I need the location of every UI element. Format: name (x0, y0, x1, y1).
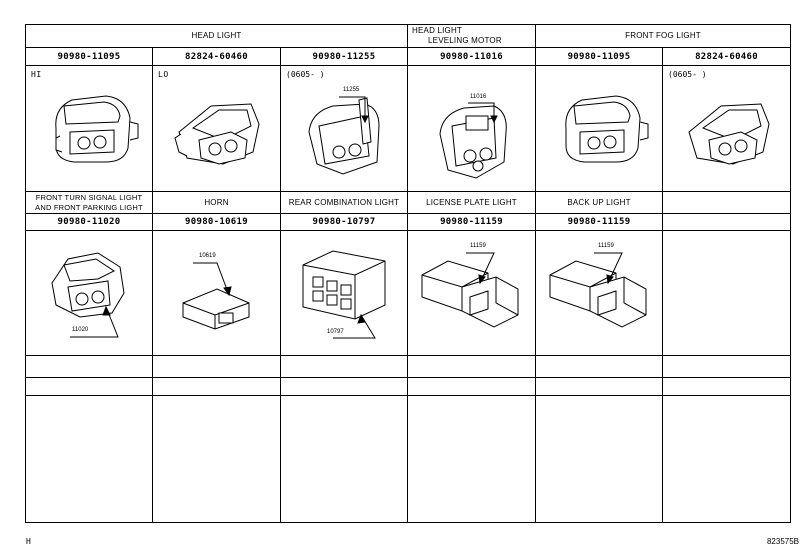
empty-cell (536, 378, 663, 396)
header-leveling-line1: HEAD LIGHT (412, 26, 463, 35)
header-leveling-line2: LEVELING MOTOR (428, 36, 502, 45)
connector-cell (408, 231, 536, 356)
connector-cell (153, 231, 281, 356)
part-number: 90980-11095 (536, 48, 663, 66)
empty-cell (153, 378, 281, 396)
header-rear-combination: REAR COMBINATION LIGHT (281, 192, 408, 214)
connector-drawing (536, 231, 663, 355)
header-license-plate: LICENSE PLATE LIGHT (408, 192, 536, 214)
footer-section-code: H (26, 537, 31, 546)
connector-chart (25, 24, 790, 524)
connector-drawing (281, 231, 408, 355)
part-number: 90980-10619 (153, 214, 281, 231)
connector-drawing (663, 66, 791, 191)
empty-cell (153, 396, 281, 523)
empty-cell (536, 356, 663, 378)
callout-label: 11159 (598, 243, 614, 249)
empty-cell (26, 378, 153, 396)
callout-label: 11020 (72, 327, 89, 333)
empty-cell (281, 396, 408, 523)
connector-cell (26, 231, 153, 356)
callout-label: 10619 (199, 253, 216, 259)
empty-cell (153, 356, 281, 378)
part-number: 90980-11159 (408, 214, 536, 231)
header-back-up: BACK UP LIGHT (536, 192, 663, 214)
connector-cell (536, 66, 663, 192)
part-number: 82824-60460 (153, 48, 281, 66)
empty-cell (663, 396, 791, 523)
connector-cell (26, 66, 153, 192)
part-number: 90980-11016 (408, 48, 536, 66)
empty-cell (26, 356, 153, 378)
callout-label: 10797 (327, 329, 344, 335)
connector-tag: HI (31, 70, 42, 79)
part-number: 90980-10797 (281, 214, 408, 231)
callout-label: 11016 (470, 94, 487, 100)
connector-cell (663, 66, 791, 192)
connector-drawing (26, 66, 153, 191)
header-front-fog: FRONT FOG LIGHT (536, 25, 791, 48)
connector-tag: LO (158, 70, 169, 79)
header-leveling-motor (408, 25, 536, 48)
header-front-turn-signal (26, 192, 153, 214)
connector-drawing (281, 66, 408, 191)
part-number: 90980-11255 (281, 48, 408, 66)
connector-drawing (153, 231, 281, 355)
connector-cell (281, 231, 408, 356)
empty-cell (663, 378, 791, 396)
empty-cell (663, 214, 791, 231)
part-number: 90980-11159 (536, 214, 663, 231)
connector-cell (281, 66, 408, 192)
connector-drawing (153, 66, 281, 191)
empty-cell (281, 356, 408, 378)
header-turn-line2: AND FRONT PARKING LIGHT (35, 202, 143, 212)
header-horn: HORN (153, 192, 281, 214)
empty-cell (663, 231, 791, 356)
part-number: 90980-11020 (26, 214, 153, 231)
connector-drawing (408, 231, 536, 355)
footer-figure-id: 823575B (766, 537, 799, 546)
empty-cell (536, 396, 663, 523)
empty-cell (281, 378, 408, 396)
connector-drawing (408, 66, 536, 191)
empty-cell (663, 192, 791, 214)
header-head-light: HEAD LIGHT (26, 25, 408, 48)
callout-label: 11159 (470, 243, 486, 249)
connector-cell (153, 66, 281, 192)
header-turn-line1: FRONT TURN SIGNAL LIGHT (35, 192, 143, 202)
connector-drawing (26, 231, 153, 355)
connector-cell (536, 231, 663, 356)
empty-cell (408, 396, 536, 523)
part-number: 82824-60460 (663, 48, 791, 66)
connector-drawing (536, 66, 663, 191)
connector-tag: (0605- ) (668, 70, 707, 79)
empty-cell (408, 356, 536, 378)
empty-cell (663, 356, 791, 378)
empty-cell (408, 378, 536, 396)
part-number: 90980-11095 (26, 48, 153, 66)
callout-label: 11255 (343, 87, 360, 93)
connector-tag: (0605- ) (286, 70, 325, 79)
connector-table (25, 24, 791, 523)
empty-cell (26, 396, 153, 523)
connector-cell (408, 66, 536, 192)
